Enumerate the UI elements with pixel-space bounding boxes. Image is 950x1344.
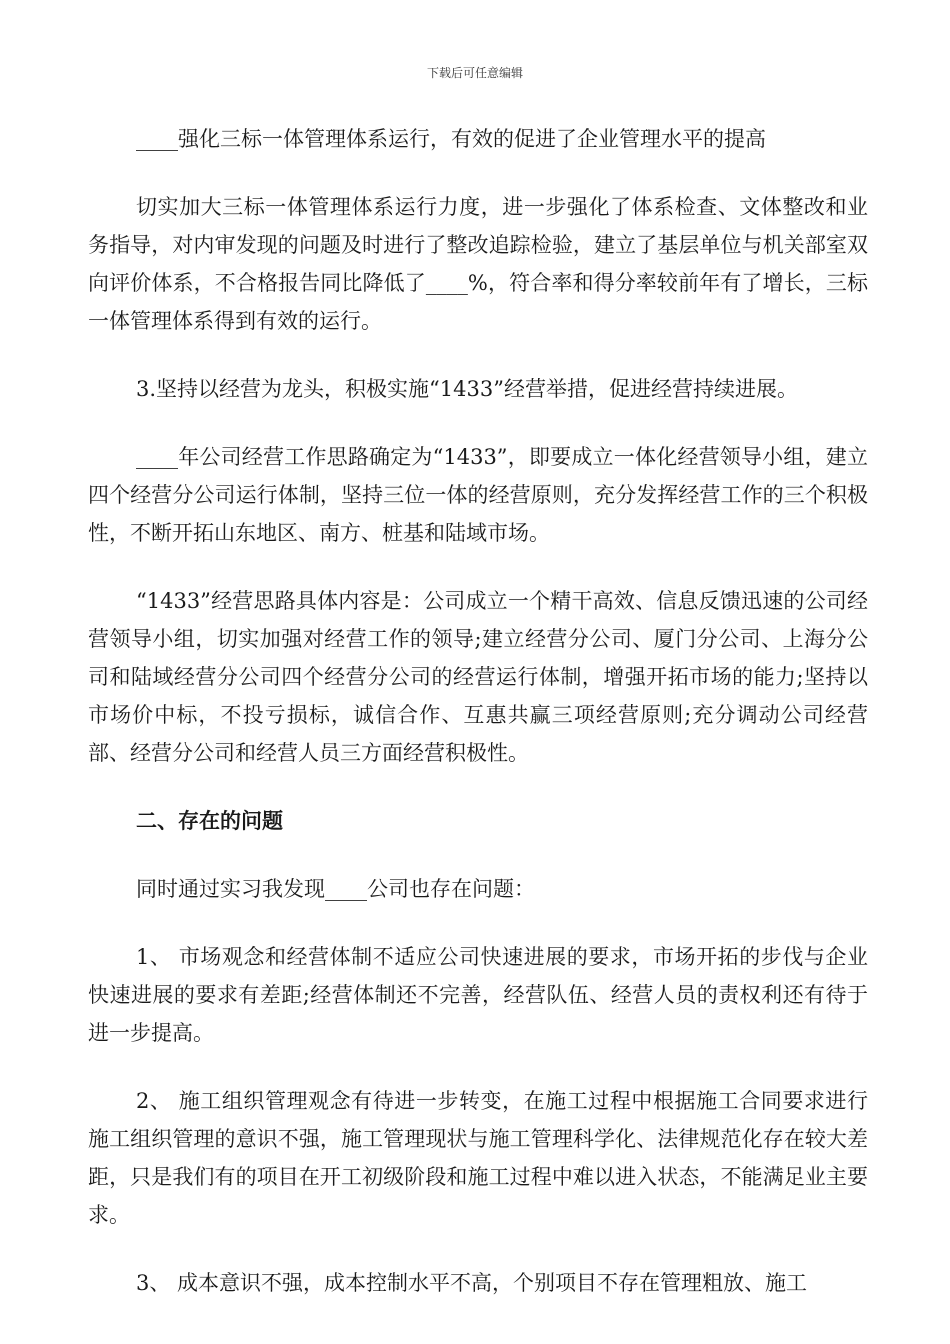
paragraph: 3.坚持以经营为龙头，积极实施“1433”经营举措，促进经营持续进展。: [136, 377, 798, 401]
paragraph: ____强化三标一体管理体系运行，有效的促进了企业管理水平的提高: [136, 127, 766, 151]
paragraph: “1433”经营思路具体内容是：公司成立一个精干高效、信息反馈迅速的公司经营领导小组，切实加强对经营工作的领导;建立经营分公司、厦门分公司、上海分公司和陆域经营分公司四个经营分公司的经营运行体制，增强开拓市场的能力;坚持以市场价中标，不投亏损标，诚信合作、互惠共赢三项经营原则;充分调动公司经营部、经营分公司和经营人员三方面经营积极性。: [88, 589, 868, 765]
document-body: [88, 120, 868, 1332]
paragraph: 切实加大三标一体管理体系运行力度，进一步强化了体系检查、文体整改和业务指导，对内审发现的问题及时进行了整改追踪检验，建立了基层单位与机关部室双向评价体系，不合格报告同比降低了____%，符合率和得分率较前年有了增长，三标一体管理体系得到有效的运行。: [88, 195, 868, 333]
page-header-note: 下载后可任意编辑: [426, 66, 523, 80]
paragraph: 1、 市场观念和经营体制不适应公司快速进展的要求，市场开拓的步伐与企业快速进展的要求有差距;经营体制还不完善，经营队伍、经营人员的责权利还有待于进一步提高。: [88, 945, 868, 1045]
paragraph: 同时通过实习我发现____公司也存在问题：: [136, 877, 535, 901]
paragraph: ____年公司经营工作思路确定为“1433”，即要成立一体化经营领导小组，建立四个经营分公司运行体制，坚持三位一体的经营原则，充分发挥经营工作的三个积极性，不断开拓山东地区、南方、桩基和陆域市场。: [88, 445, 868, 545]
section-heading: 二、存在的问题: [136, 809, 283, 833]
paragraph: 2、 施工组织管理观念有待进一步转变，在施工过程中根据施工合同要求进行施工组织管理的意识不强，施工管理现状与施工管理科学化、法律规范化存在较大差距，只是我们有的项目在开工初级阶段和施工过程中难以进入状态，不能满足业主要求。: [88, 1089, 868, 1227]
paragraph: 3、 成本意识不强，成本控制水平不高，个别项目不存在管理粗放、施工: [136, 1271, 808, 1295]
